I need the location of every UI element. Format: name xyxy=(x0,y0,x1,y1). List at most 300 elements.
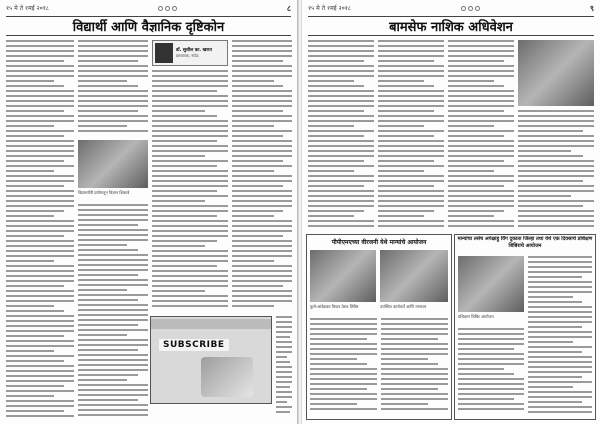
text-line xyxy=(378,215,424,217)
text-line xyxy=(381,373,448,375)
text-line xyxy=(152,250,228,252)
text-line xyxy=(528,326,582,328)
text-line xyxy=(232,220,292,222)
text-line xyxy=(232,265,292,267)
text-line xyxy=(310,338,367,340)
text-line xyxy=(6,155,74,157)
decorative-dots-icon xyxy=(158,6,177,11)
text-line xyxy=(378,155,444,157)
text-line xyxy=(232,250,292,252)
text-line xyxy=(518,160,594,162)
text-line xyxy=(78,359,148,361)
page-number: ८ xyxy=(286,3,291,13)
text-line xyxy=(152,165,217,167)
text-line xyxy=(378,60,434,62)
right-page xyxy=(302,0,600,424)
text-line xyxy=(6,280,74,282)
text-line xyxy=(232,50,292,52)
text-line xyxy=(458,328,524,330)
text-line xyxy=(448,85,504,87)
article-column-4 xyxy=(232,40,292,312)
text-line xyxy=(232,280,292,282)
text-line xyxy=(6,385,64,387)
text-line xyxy=(310,328,377,330)
text-line xyxy=(152,145,228,147)
text-line xyxy=(308,110,364,112)
text-line xyxy=(78,50,148,52)
text-line xyxy=(378,85,434,87)
text-line xyxy=(232,70,292,72)
photo-caption: विद्यार्थ्यांनी प्रयोगातून विज्ञान शिकावे xyxy=(78,190,130,195)
text-line xyxy=(528,366,592,368)
text-line xyxy=(78,259,148,261)
text-line xyxy=(276,366,292,368)
text-line xyxy=(152,240,217,242)
text-line xyxy=(448,95,514,97)
text-line xyxy=(378,80,424,82)
text-line xyxy=(152,110,205,112)
text-line xyxy=(448,185,504,187)
text-line xyxy=(310,353,377,355)
text-line xyxy=(458,383,524,385)
text-line xyxy=(78,354,148,356)
text-line xyxy=(6,150,74,152)
text-line xyxy=(378,125,424,127)
text-line xyxy=(232,145,292,147)
text-line xyxy=(78,349,138,351)
text-line xyxy=(308,105,374,107)
text-line xyxy=(152,180,228,182)
text-line xyxy=(78,40,148,42)
story-1-photo-b xyxy=(380,250,448,302)
text-line xyxy=(518,130,583,132)
text-line xyxy=(448,40,514,42)
text-line xyxy=(6,65,74,67)
text-line xyxy=(518,110,594,112)
text-line xyxy=(308,90,374,92)
text-line xyxy=(152,285,228,287)
text-line xyxy=(78,105,148,107)
subscribe-title: SUBSCRIBE xyxy=(159,339,229,351)
text-line xyxy=(6,375,74,377)
text-line xyxy=(518,215,594,217)
text-line xyxy=(232,135,283,137)
text-line xyxy=(378,130,444,132)
text-line xyxy=(78,85,138,87)
text-line xyxy=(232,215,274,217)
text-line xyxy=(518,165,594,167)
text-line xyxy=(152,255,228,257)
text-line xyxy=(78,339,148,341)
text-line xyxy=(276,406,292,408)
story-1-headline: पीपीएमएच्या वीरजनी येथे मान्यांचे आयोजन xyxy=(331,239,427,246)
text-line xyxy=(378,90,444,92)
text-line xyxy=(6,220,74,222)
text-line xyxy=(378,225,444,227)
text-line xyxy=(78,209,148,211)
text-line xyxy=(6,330,74,332)
bamcef-column-4 xyxy=(518,110,594,230)
story-1-caption-b: उपस्थित कार्यकर्ते आणि मान्यवर xyxy=(380,304,427,309)
text-line xyxy=(6,205,74,207)
text-line xyxy=(152,300,228,302)
text-line xyxy=(6,190,74,192)
text-line xyxy=(6,95,74,97)
text-line xyxy=(152,185,228,187)
text-line xyxy=(528,311,592,313)
text-line xyxy=(152,210,228,212)
text-line xyxy=(308,75,374,77)
text-line xyxy=(152,200,205,202)
text-line xyxy=(308,210,364,212)
text-line xyxy=(232,120,292,122)
text-line xyxy=(308,155,374,157)
text-line xyxy=(381,318,448,320)
author-role: प्राध्यापक, नांदेड xyxy=(176,53,199,58)
text-line xyxy=(78,110,138,112)
page-number-right: ९ xyxy=(589,3,594,13)
text-line xyxy=(458,363,524,365)
text-line xyxy=(308,145,374,147)
text-line xyxy=(78,389,148,391)
text-line xyxy=(78,274,138,276)
text-line xyxy=(6,130,74,132)
text-line xyxy=(232,305,274,307)
text-line xyxy=(458,373,514,375)
text-line xyxy=(232,60,283,62)
text-line xyxy=(6,100,74,102)
text-line xyxy=(232,260,274,262)
text-line xyxy=(78,45,148,47)
text-line xyxy=(78,394,148,396)
text-line xyxy=(528,351,582,353)
text-line xyxy=(78,95,148,97)
text-line xyxy=(232,95,292,97)
text-line xyxy=(448,105,514,107)
text-line xyxy=(78,214,148,216)
text-line xyxy=(276,386,290,388)
text-line xyxy=(458,393,524,395)
text-line xyxy=(152,205,228,207)
text-line xyxy=(518,180,583,182)
text-line xyxy=(152,220,228,222)
text-line xyxy=(78,294,148,296)
text-line xyxy=(378,135,434,137)
text-line xyxy=(6,225,74,227)
text-line xyxy=(528,401,582,403)
text-line xyxy=(6,345,74,347)
text-line xyxy=(528,256,592,258)
text-line xyxy=(448,65,514,67)
text-line xyxy=(78,399,138,401)
text-line xyxy=(528,411,592,413)
text-line xyxy=(528,281,592,283)
text-line xyxy=(232,245,292,247)
text-line xyxy=(378,160,434,162)
text-line xyxy=(458,368,504,370)
text-line xyxy=(6,210,64,212)
text-line xyxy=(308,120,374,122)
author-name: डॉ. सुशील का. खरात xyxy=(176,48,212,53)
text-line xyxy=(378,140,444,142)
text-line xyxy=(310,318,377,320)
text-line xyxy=(518,145,594,147)
text-line xyxy=(78,90,148,92)
text-line xyxy=(518,185,594,187)
text-line xyxy=(78,404,148,406)
text-line xyxy=(6,250,74,252)
text-line xyxy=(381,368,448,370)
text-line xyxy=(232,270,292,272)
text-line xyxy=(232,155,292,157)
convention-photo xyxy=(518,40,594,106)
text-line xyxy=(6,60,64,62)
text-line xyxy=(458,403,524,405)
text-line xyxy=(528,316,592,318)
text-line xyxy=(528,386,573,388)
text-line xyxy=(152,135,228,137)
text-line xyxy=(310,358,357,360)
text-line xyxy=(78,125,127,127)
text-line xyxy=(381,388,438,390)
text-line xyxy=(378,70,444,72)
text-line xyxy=(276,401,287,403)
text-line xyxy=(6,395,54,397)
text-line xyxy=(276,376,292,378)
text-line xyxy=(308,225,374,227)
text-line xyxy=(78,279,148,281)
text-line xyxy=(152,100,228,102)
text-line xyxy=(310,378,377,380)
article-column-2-bottom xyxy=(78,204,148,420)
text-line xyxy=(308,135,364,137)
text-line xyxy=(448,90,514,92)
text-line xyxy=(448,70,514,72)
text-line xyxy=(518,225,594,227)
text-line xyxy=(152,120,228,122)
text-line xyxy=(6,415,74,417)
text-line xyxy=(276,361,290,363)
text-line xyxy=(6,85,64,87)
text-line xyxy=(378,210,434,212)
text-line xyxy=(232,90,292,92)
text-line xyxy=(152,280,228,282)
article-column-5 xyxy=(276,316,292,416)
text-line xyxy=(232,105,292,107)
text-line xyxy=(6,320,74,322)
text-line xyxy=(378,170,424,172)
text-line xyxy=(448,110,504,112)
text-line xyxy=(308,165,374,167)
text-line xyxy=(232,295,292,297)
text-line xyxy=(232,170,274,172)
text-line xyxy=(6,400,74,402)
bamcef-column-2 xyxy=(378,40,444,230)
text-line xyxy=(152,90,217,92)
text-line xyxy=(6,290,74,292)
text-line xyxy=(310,393,377,395)
text-line xyxy=(308,150,374,152)
text-line xyxy=(528,291,592,293)
text-line xyxy=(518,175,594,177)
text-line xyxy=(378,220,444,222)
text-line xyxy=(528,286,592,288)
text-line xyxy=(378,195,444,197)
text-line xyxy=(448,125,494,127)
text-line xyxy=(6,350,54,352)
text-line xyxy=(78,284,148,286)
headline-bar xyxy=(6,16,291,36)
text-line xyxy=(6,180,74,182)
text-line xyxy=(152,140,217,142)
text-line xyxy=(308,175,374,177)
text-line xyxy=(518,135,594,137)
text-line xyxy=(152,95,228,97)
text-line xyxy=(78,319,148,321)
running-head-right xyxy=(308,2,594,14)
text-line xyxy=(152,85,228,87)
text-line xyxy=(232,75,292,77)
text-line xyxy=(448,120,514,122)
bamcef-column-1 xyxy=(308,40,374,230)
text-line xyxy=(378,95,444,97)
text-line xyxy=(78,264,148,266)
text-line xyxy=(448,50,514,52)
text-line xyxy=(78,80,127,82)
text-line xyxy=(276,411,290,413)
text-line xyxy=(232,180,292,182)
text-line xyxy=(232,40,292,42)
text-line xyxy=(232,175,292,177)
page-headline-right: बामसेफ नाशिक अधिवेशन xyxy=(389,20,513,35)
text-line xyxy=(448,210,504,212)
text-line xyxy=(78,239,148,241)
text-line xyxy=(381,398,448,400)
text-line xyxy=(232,85,283,87)
text-line xyxy=(6,300,74,302)
text-line xyxy=(6,165,74,167)
text-line xyxy=(6,390,74,392)
text-line xyxy=(448,140,514,142)
text-line xyxy=(6,260,54,262)
text-line xyxy=(78,60,138,62)
text-line xyxy=(378,150,444,152)
text-line xyxy=(308,65,374,67)
text-line xyxy=(6,270,74,272)
text-line xyxy=(152,230,228,232)
text-line xyxy=(518,195,571,197)
text-line xyxy=(448,215,494,217)
text-line xyxy=(6,40,74,42)
text-line xyxy=(232,45,292,47)
text-line xyxy=(78,334,127,336)
text-line xyxy=(378,145,444,147)
text-line xyxy=(78,369,148,371)
text-line xyxy=(232,100,292,102)
text-line xyxy=(528,306,592,308)
text-line xyxy=(308,95,374,97)
text-line xyxy=(78,130,148,132)
text-line xyxy=(152,290,205,292)
text-line xyxy=(78,75,148,77)
decorative-dots-icon xyxy=(461,6,480,11)
text-line xyxy=(308,190,374,192)
text-line xyxy=(232,200,292,202)
text-line xyxy=(152,155,205,157)
text-line xyxy=(378,45,444,47)
text-line xyxy=(6,170,54,172)
text-line xyxy=(6,135,64,137)
text-line xyxy=(152,105,228,107)
text-line xyxy=(276,396,292,398)
text-line xyxy=(6,360,64,362)
text-line xyxy=(6,235,64,237)
text-line xyxy=(6,245,74,247)
text-line xyxy=(152,225,228,227)
text-line xyxy=(78,70,148,72)
text-line xyxy=(518,190,594,192)
text-line xyxy=(308,40,374,42)
text-line xyxy=(232,185,283,187)
text-line xyxy=(310,388,367,390)
issue-date: १५ मे ते १मई २०१८ xyxy=(6,5,50,12)
text-line xyxy=(448,225,514,227)
text-line xyxy=(78,204,148,206)
text-line xyxy=(528,266,592,268)
text-line xyxy=(152,175,228,177)
text-line xyxy=(381,403,428,405)
text-line xyxy=(378,110,434,112)
text-line xyxy=(381,323,448,325)
text-line xyxy=(6,340,74,342)
text-line xyxy=(78,379,127,381)
text-line xyxy=(152,260,228,262)
text-line xyxy=(448,160,504,162)
text-line xyxy=(518,120,594,122)
text-line xyxy=(232,275,292,277)
story-1-caption-a: फुले-आंबेडकर विचार प्रेरक शिबिर xyxy=(310,304,359,309)
story-2-caption: प्रशिक्षण शिबिर आयोजन xyxy=(458,314,494,319)
text-line xyxy=(6,115,74,117)
text-line xyxy=(152,80,228,82)
text-line xyxy=(381,333,448,335)
text-line xyxy=(381,378,448,380)
text-line xyxy=(308,70,374,72)
left-page xyxy=(0,0,298,424)
text-line xyxy=(6,325,74,327)
text-line xyxy=(6,55,74,57)
text-line xyxy=(6,215,54,217)
text-line xyxy=(518,150,571,152)
text-line xyxy=(448,205,514,207)
text-line xyxy=(152,305,228,307)
text-line xyxy=(152,130,228,132)
text-line xyxy=(276,336,290,338)
text-line xyxy=(308,215,354,217)
text-line xyxy=(6,110,64,112)
text-line xyxy=(152,265,217,267)
text-line xyxy=(308,195,374,197)
text-line xyxy=(78,344,148,346)
text-line xyxy=(152,150,228,152)
text-line xyxy=(6,310,64,312)
text-line xyxy=(448,175,514,177)
text-line xyxy=(308,185,364,187)
text-line xyxy=(78,324,138,326)
text-line xyxy=(378,200,444,202)
text-line xyxy=(381,348,448,350)
text-line xyxy=(448,75,514,77)
